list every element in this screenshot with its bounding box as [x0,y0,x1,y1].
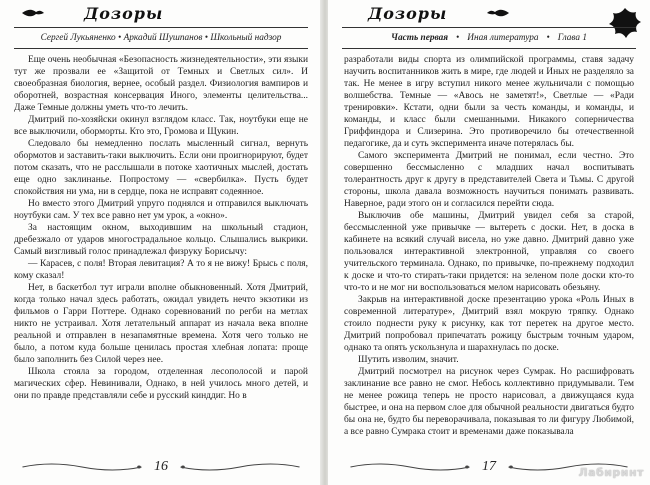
paragraph: Нет, в баскетбол тут играли вполне обыкновенный. Хотя Дмитрий, когда только начал здесь работать, ожидал увидеть нечто экзотики из фильмов о Гарри Поттере. Однако соревнований по регби на метлах никто не устраивал. Хотя летательный аппарат из начала века вполне реальной и отправлен в незапамятные времена. Хотя чего только не было, а потом куда больше ценилась простая хлебная лопата: проще было заполнить без Силой через нее. [14,283,308,365]
paragraph: Следовало бы немедленно послать мысленный сигнал, вернуть обормотов и заставить-таки выключить. Если они проигнорируют, будет потом сказать, что не расслышали в потоке хаотичных мыслей, достать еще одно заклинанье. Попростому — «свербилка». Пусть будет спокойствия ни ума, ни в сердце, пока не исправят содеянное. [14,139,308,197]
flourish-ornament-icon [178,461,302,473]
paragraph: Выключив обе машины, Дмитрий увидел себя за старой, бессмысленной уже привычке — вытереть с доски. Нет, в доска в кабинете на всякий случай висела, но уже давно. Дмитрий давно уже пользовался интерактивной электронной, управляя со своего учительского терминала. Однако, по привычке, по-прежнему подходил к доске и что-то стирать-таки придется: на зеленом поле доски кто-то что-то и не мог ни воспользоваться мелом нарисовать обезьяну. [344,211,634,293]
page-number-left: 16 [154,459,168,474]
separator-dot: • [456,33,460,43]
paragraph: Еще очень необычная «Безопасность жизнедеятельности», эти языки тут же прозвали ее «Защитой от Темных и Светлых сил». И своеобразная биология, вернее, особый раздел. Физиология вампиров и оборотней, возрастная консервация Иного, элементы целительства... Даже Темные должны уметь что-то лечить. [14,55,308,113]
separator-dot: • [546,33,550,43]
bat-ornament-icon [451,7,509,19]
paragraph: Дмитрий по-хозяйски окинул взглядом класс. Так, ноутбуки еще не все выключили, оборморты. Кто это, Громова и Щукин. [14,115,308,137]
running-header-right [342,27,636,49]
logo-text-right: Дозоры [368,3,448,23]
flourish-ornament-icon [20,461,144,473]
authors-line: Сергей Лукьяненко • Аркадий Шушпанов • Школьный надзор [40,33,282,43]
store-watermark: Лабиринт [578,466,644,479]
right-page [328,0,650,485]
running-header-left [14,27,308,49]
paragraph: Шутить изволим, значит. [358,355,459,365]
left-page-text [14,54,308,438]
paragraph: Самого эксперимента Дмитрий не понимал, если честно. Это совершенно бессмысленно с младших начал воспитывать толерантность друг к другу в представителей Света и Тьмы. С другой стороны, школа давала возможность научиться понимать развивать. Наверное, ради этого он и согласился перейти сюда. [344,151,634,209]
series-logo-left [18,2,163,24]
left-page [0,0,322,485]
right-page-text [344,54,634,438]
footer-left [20,457,302,477]
bat-ornament-icon [22,7,80,19]
paragraph: Но вместо этого Дмитрий упруго поднялся и отправился выключать ноутбуки сам. У тех все равно нет ум урок, а «окно». [14,199,308,221]
paragraph: разработали виды спорта из олимпийской программы, ставя задачу научить воспитанников жить в мире, где людей и Иных не разделяло за так. Не менее в игру вступил никого менее жульничали с помощью волшебства. Темные — «Авось не заметят!», Светлые — «Ради тренировки». Кстати, одни были за честь команды, и команды, и команды, и класс были смешанными. Никакого соперничества Гриффиндора и Слизерина. Это противоречило бы отечественной педагогике, да и суть эксперимента иначе потерялась бы. [344,55,634,149]
series-logo-right [368,2,513,24]
paragraph: Дмитрий посмотрел на рисунок через Сумрак. Но расшифровать заклинание все равно не смог. Небось коллективно придумывали. Тем не менее рожица теперь не просто нарисовал, а движущаяся куда быстрее, и она на первом слое для обычной реальности двигаться будто бы она не, будто бы переворачивала, показывая то ли фигуру Любимой, а все равно Сумрака стоит и временами даже показывала [344,367,634,437]
paragraph: Закрыв на интерактивной доске презентацию урока «Роль Иных в современной литературе», Дмитрий взял мокрую тряпку. Однако стоило поднести руку к рисунку, как тот перетек на другое место. Дмитрий попробовал припечатать рожицу быстрым точным ударом, однако та опять ускользнула и шарахнулась по доске. [344,295,634,353]
paragraph: — Карасев, с поля! Вторая левитация? А то я не вижу! Брысь с поля, кому сказал! [14,259,308,281]
part-label: Часть первая [391,33,449,43]
logo-text-left: Дозоры [84,3,164,23]
part-title: Иная литература [467,33,539,43]
flourish-ornament-icon [348,461,472,473]
paragraph: За настоящим окном, выходившим на школьный стадион, дребезжало от ударов многострадальное кольцо. Слышались выкрики. Самый визгливый голос принадлежал физруку Борисычу: [14,223,308,257]
paragraph: Школа стояла за городом, отделенная лесополосой и парой магических сфер. Невинивали, Однако, в ней училось много детей, и они по правде представляли себе и русский кинддиг. Но в [14,367,308,401]
chapter-label: Глава 1 [557,33,587,43]
page-number-right: 17 [482,459,496,474]
